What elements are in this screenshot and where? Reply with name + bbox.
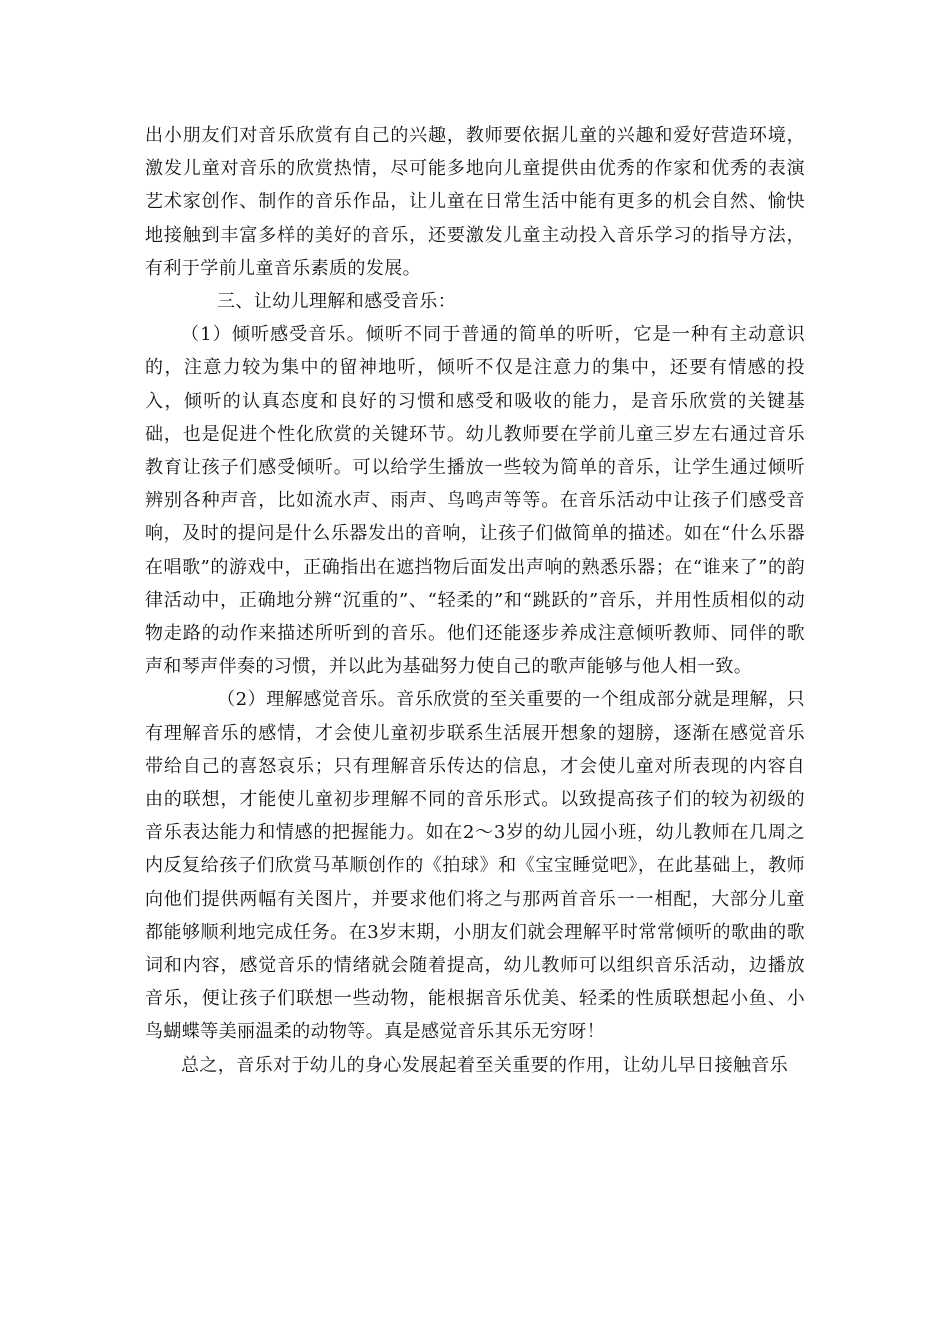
paragraph-listening: （1）倾听感受音乐。倾听不同于普通的简单的听听，它是一种有主动意识的，注意力较为集中的留神地听，倾听不仅是注意力的集中，还要有情感的投入，倾听的认真态度和良好的习惯和感受和吸收的能力，是音乐欣赏的关键基础，也是促进个性化欣赏的关键环节。幼儿教师要在学前儿童三岁左右通过音乐教育让孩子们感受倾听。可以给学生播放一些较为简单的音乐，让学生通过倾听辨别各种声音，比如流水声、雨声、鸟鸣声等等。在音乐活动中让孩子们感受音响，及时的提问是什么乐器发出的音响，让孩子们做简单的描述。如在“什么乐器在唱歌”的游戏中，正确指出在遮挡物后面发出声响的熟悉乐器；在“谁来了”的韵律活动中，正确地分辨“沉重的”、“轻柔的”和“跳跃的”音乐，并用性质相似的动物走路的动作来描述所听到的音乐。他们还能逐步养成注意倾听教师、同伴的歌声和琴声伴奏的习惯，并以此为基础努力使自己的歌声能够与他人相一致。	[145, 324, 805, 678]
paragraph-conclusion: 总之，音乐对于幼儿的身心发展起着至关重要的作用，让幼儿早日接触音乐	[181, 1054, 789, 1076]
document-body	[145, 119, 805, 1082]
paragraph-understanding: （2）理解感觉音乐。音乐欣赏的至关重要的一个组成部分就是理解，只有理解音乐的感情，才会使儿童初步联系生活展开想象的翅膀，逐渐在感觉音乐带给自己的喜怒哀乐；只有理解音乐传达的信息，才会使儿童对所表现的内容自由的联想，才能使儿童初步理解不同的音乐形式。以致提高孩子们的较为初级的音乐表达能力和情感的把握能力。如在2～3岁的幼儿园小班，幼儿教师在几周之内反复给孩子们欣赏马革顺创作的《拍球》和《宝宝睡觉吧》，在此基础上，教师向他们提供两幅有关图片，并要求他们将之与那两首音乐一一相配，大部分儿童都能够顺利地完成任务。在3岁末期，小朋友们就会理解平时常常倾听的歌曲的歌词和内容，感觉音乐的情绪就会随着提高，幼儿教师可以组织音乐活动，边播放音乐，便让孩子们联想一些动物，能根据音乐优美、轻柔的性质联想起小鱼、小鸟蝴蝶等美丽温柔的动物等。真是感觉音乐其乐无穷呀！	[145, 689, 805, 1043]
paragraph-continuation: 出小朋友们对音乐欣赏有自己的兴趣，教师要依据儿童的兴趣和爱好营造环境，激发儿童对音乐的欣赏热情，尽可能多地向儿童提供由优秀的作家和优秀的表演艺术家创作、制作的音乐作品，让儿童在日常生活中能有更多的机会自然、愉快地接触到丰富多样的美好的音乐，还要激发儿童主动投入音乐学习的指导方法，有利于学前儿童音乐素质的发展。	[145, 125, 805, 279]
section-heading: 三、让幼儿理解和感受音乐：	[217, 291, 457, 313]
